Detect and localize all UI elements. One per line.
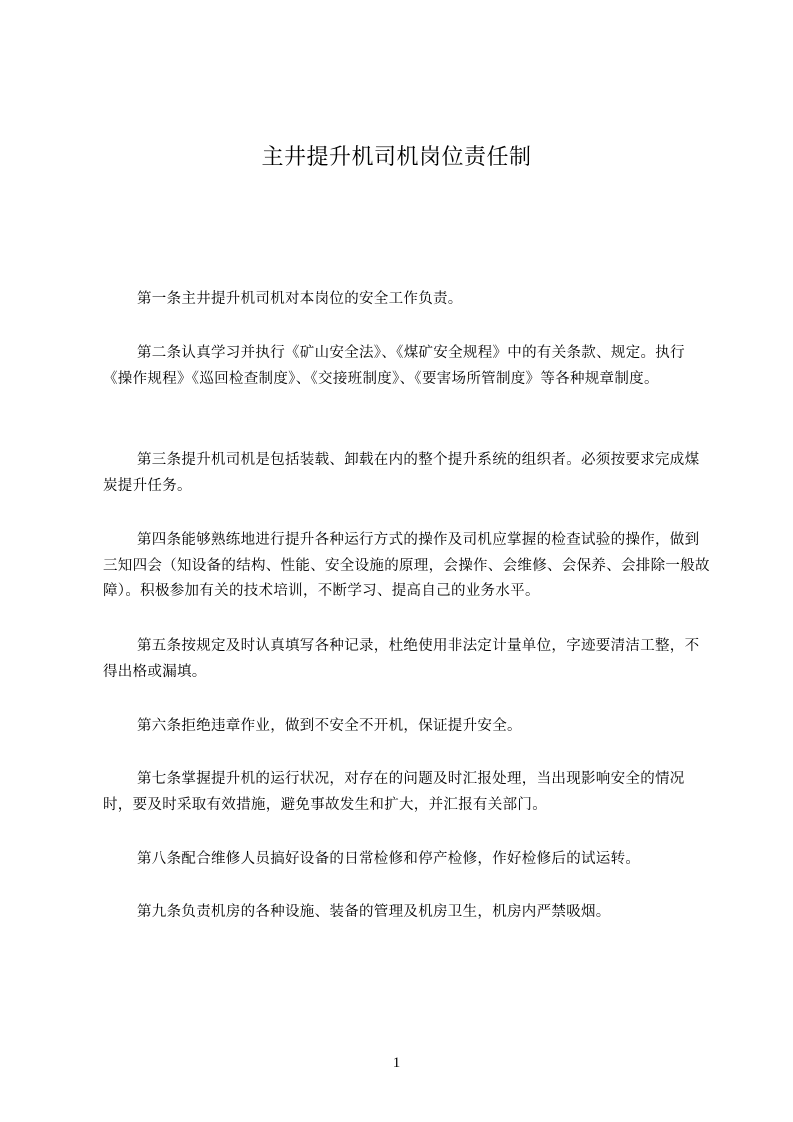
article-1: 第一条主井提升机司机对本岗位的安全工作负责。 <box>137 291 463 307</box>
page-number: 1 <box>392 1055 401 1071</box>
document-title: 主井提升机司机岗位责任制 <box>261 145 532 170</box>
article-2: 第二条认真学习并执行《矿山安全法》、《煤矿安全规程》中的有关条款、规定。执行《操作规程》《巡回检查制度》、《交接班制度》、《要害场所管制度》等各种规章制度。 <box>103 345 685 387</box>
article-4: 第四条能够熟练地进行提升各种运行方式的操作及司机应掌握的检查试验的操作，做到三知四会（知设备的结构、性能、安全设施的原理，会操作、会维修、会保养、会排除一般故障）。积极参加有关的技术培训，不断学习、提高自己的业务水平。 <box>103 532 710 599</box>
article-7: 第七条掌握提升机的运行状况，对存在的问题及时汇报处理，当出现影响安全的情况时，要及时采取有效措施，避免事故发生和扩大，并汇报有关部门。 <box>103 771 685 813</box>
article-6: 第六条拒绝违章作业，做到不安全不开机，保证提升安全。 <box>137 718 522 734</box>
article-5: 第五条按规定及时认真填写各种记录，杜绝使用非法定计量单位，字迹要清洁工整，不得出格或漏填。 <box>103 638 700 680</box>
article-8: 第八条配合维修人员搞好设备的日常检修和停产检修，作好检修后的试运转。 <box>137 851 641 867</box>
article-3: 第三条提升机司机是包括装载、卸载在内的整个提升系统的组织者。必须按要求完成煤炭提升任务。 <box>103 452 700 494</box>
article-9: 第九条负责机房的各种设施、装备的管理及机房卫生，机房内严禁吸烟。 <box>137 904 611 920</box>
